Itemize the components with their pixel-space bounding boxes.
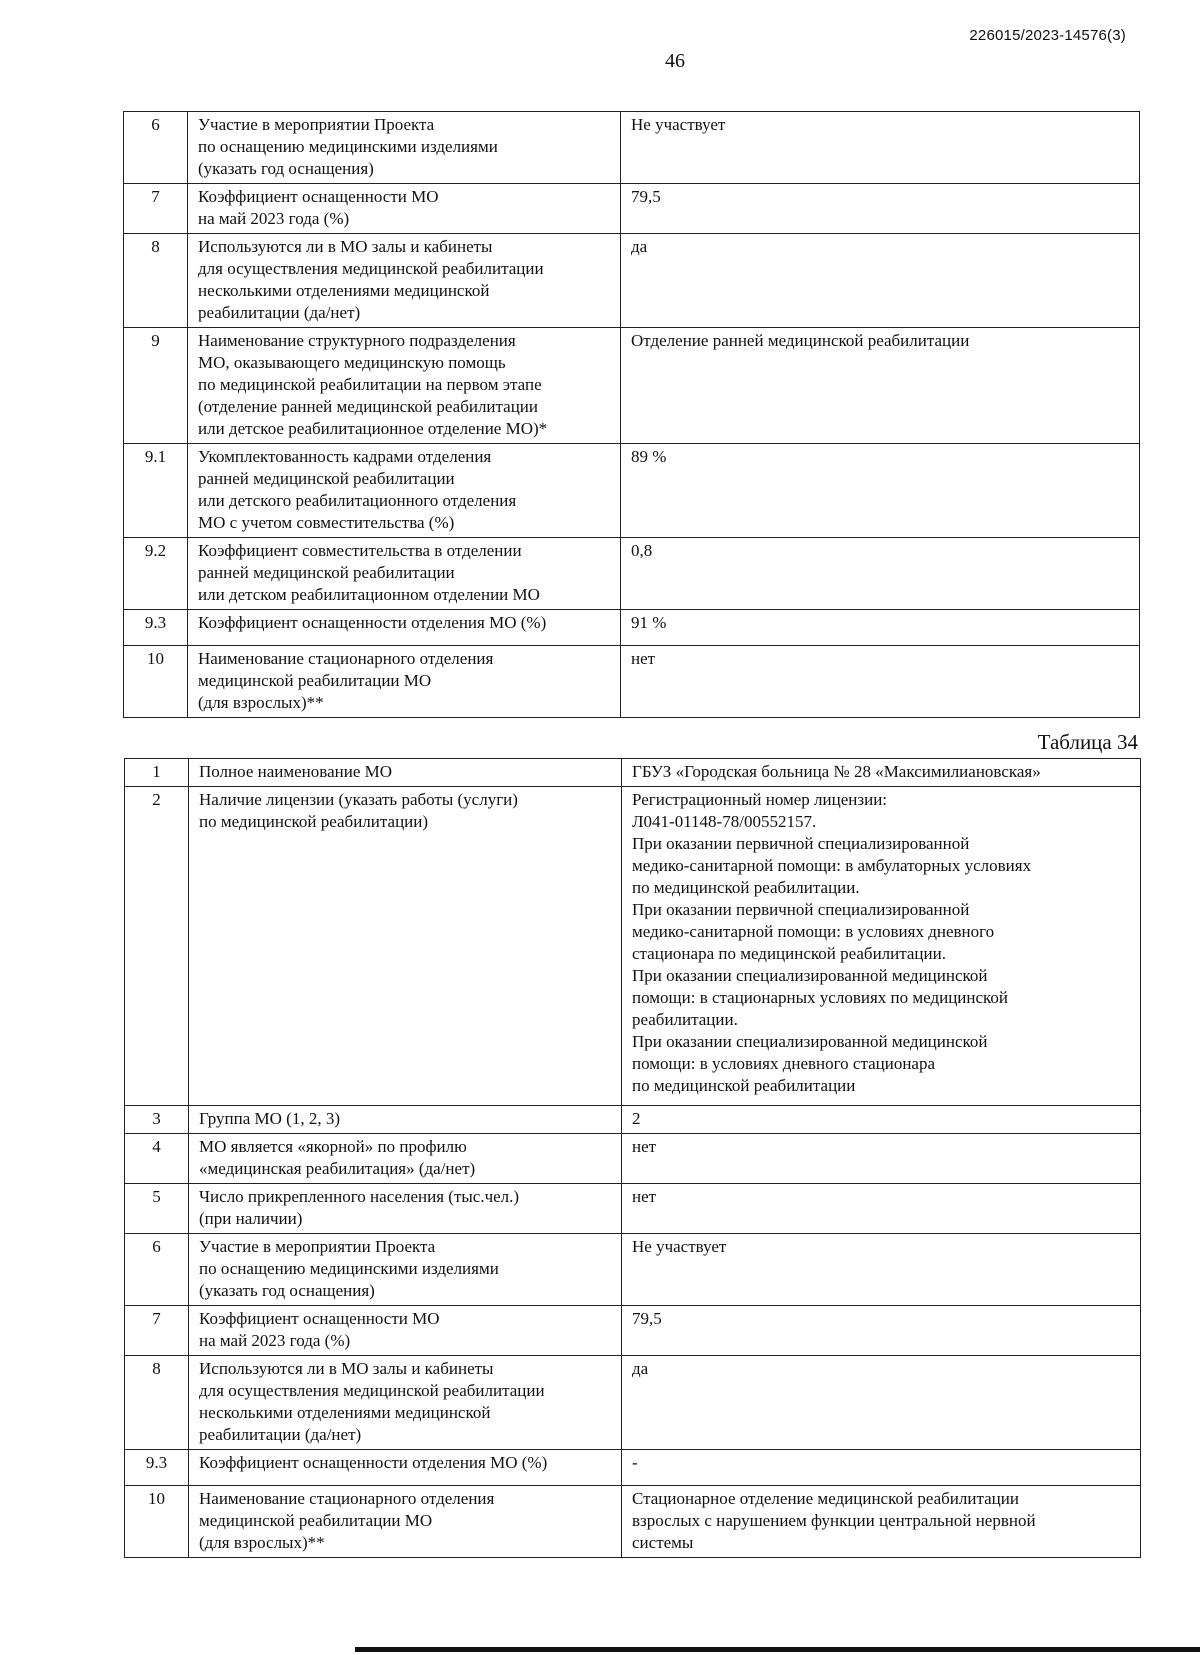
row-value: Регистрационный номер лицензии: Л041-01148-78/00552157. При оказании первичной специализированной медико-санитарной помощи: в амбулаторных условиях по медицинской реабилитации. При оказании первичной специализированной медико-санитарной помощи: в условиях дневного стационара по медицинской реабилитации. При оказании специализированной медицинской помощи: в стационарных условиях по медицинской реабилитации. При оказании специализированной медицинской помощи: в условиях дневного стационара по медицинской реабилитации <box>622 787 1141 1106</box>
row-value: да <box>621 234 1140 328</box>
row-number: 9 <box>124 328 188 444</box>
table-row <box>125 1306 1141 1356</box>
row-label: Полное наименование МО <box>189 759 622 787</box>
table-row <box>125 1184 1141 1234</box>
table-row <box>125 1486 1141 1558</box>
table-row <box>124 646 1140 718</box>
row-number: 5 <box>125 1184 189 1234</box>
row-number: 6 <box>124 112 188 184</box>
table-row <box>124 112 1140 184</box>
row-value: Не участвует <box>622 1234 1141 1306</box>
row-value: Не участвует <box>621 112 1140 184</box>
row-label: Группа МО (1, 2, 3) <box>189 1106 622 1134</box>
continued-table <box>123 111 1140 718</box>
row-number: 3 <box>125 1106 189 1134</box>
row-label: Участие в мероприятии Проекта по оснащению медицинскими изделиями (указать год оснащения) <box>189 1234 622 1306</box>
table-row <box>124 538 1140 610</box>
row-number: 9.3 <box>124 610 188 646</box>
row-number: 9.1 <box>124 444 188 538</box>
table-row <box>124 444 1140 538</box>
table-row <box>124 184 1140 234</box>
row-value: Стационарное отделение медицинской реабилитации взрослых с нарушением функции центральной нервной системы <box>622 1486 1141 1558</box>
table-row <box>125 1134 1141 1184</box>
row-number: 7 <box>125 1306 189 1356</box>
row-label: Коэффициент оснащенности МО на май 2023 года (%) <box>188 184 621 234</box>
row-number: 10 <box>124 646 188 718</box>
row-label: Используются ли в МО залы и кабинеты для осуществления медицинской реабилитации несколькими отделениями медицинской реабилитации (да/нет) <box>189 1356 622 1450</box>
row-number: 9.2 <box>124 538 188 610</box>
row-label: Число прикрепленного населения (тыс.чел.) (при наличии) <box>189 1184 622 1234</box>
row-value: ГБУЗ «Городская больница № 28 «Максимилиановская» <box>622 759 1141 787</box>
row-label: Укомплектованность кадрами отделения ранней медицинской реабилитации или детского реабилитационного отделения МО с учетом совместительства (%) <box>188 444 621 538</box>
table-row <box>124 234 1140 328</box>
row-number: 6 <box>125 1234 189 1306</box>
row-label: Наименование стационарного отделения медицинской реабилитации МО (для взрослых)** <box>189 1486 622 1558</box>
row-value: 89 % <box>621 444 1140 538</box>
row-label: МО является «якорной» по профилю «медицинская реабилитация» (да/нет) <box>189 1134 622 1184</box>
row-label: Коэффициент оснащенности отделения МО (%) <box>188 610 621 646</box>
row-value: 2 <box>622 1106 1141 1134</box>
row-number: 4 <box>125 1134 189 1184</box>
table-row <box>125 1356 1141 1450</box>
row-value: 91 % <box>621 610 1140 646</box>
row-number: 8 <box>125 1356 189 1450</box>
table-row <box>125 1450 1141 1486</box>
table-row <box>124 610 1140 646</box>
row-value: Отделение ранней медицинской реабилитации <box>621 328 1140 444</box>
table-row <box>125 1106 1141 1134</box>
row-label: Коэффициент оснащенности МО на май 2023 года (%) <box>189 1306 622 1356</box>
row-label: Наличие лицензии (указать работы (услуги) по медицинской реабилитации) <box>189 787 622 1106</box>
table-caption: Таблица 34 <box>1037 730 1138 754</box>
row-number: 9.3 <box>125 1450 189 1486</box>
row-value: нет <box>622 1184 1141 1234</box>
row-number: 10 <box>125 1486 189 1558</box>
row-label: Наименование стационарного отделения медицинской реабилитации МО (для взрослых)** <box>188 646 621 718</box>
row-value: нет <box>622 1134 1141 1184</box>
table-34 <box>124 758 1141 1558</box>
scan-bottom-edge <box>355 1647 1200 1652</box>
row-label: Наименование структурного подразделения МО, оказывающего медицинскую помощь по медицинской реабилитации на первом этапе (отделение ранней медицинской реабилитации или детское реабилитационное отделение МО)* <box>188 328 621 444</box>
row-value: 0,8 <box>621 538 1140 610</box>
row-number: 2 <box>125 787 189 1106</box>
table-row <box>125 1234 1141 1306</box>
row-number: 7 <box>124 184 188 234</box>
row-value: 79,5 <box>621 184 1140 234</box>
row-label: Коэффициент оснащенности отделения МО (%) <box>189 1450 622 1486</box>
document-registration-number: 226015/2023-14576(3) <box>969 27 1126 44</box>
table-row <box>125 787 1141 1106</box>
row-label: Используются ли в МО залы и кабинеты для осуществления медицинской реабилитации несколькими отделениями медицинской реабилитации (да/нет) <box>188 234 621 328</box>
row-label: Участие в мероприятии Проекта по оснащению медицинскими изделиями (указать год оснащения) <box>188 112 621 184</box>
table-row <box>125 759 1141 787</box>
row-value: - <box>622 1450 1141 1486</box>
row-value: 79,5 <box>622 1306 1141 1356</box>
page-number: 46 <box>665 50 685 72</box>
row-label: Коэффициент совместительства в отделении ранней медицинской реабилитации или детском реабилитационном отделении МО <box>188 538 621 610</box>
table-row <box>124 328 1140 444</box>
row-value: нет <box>621 646 1140 718</box>
row-number: 1 <box>125 759 189 787</box>
row-value: да <box>622 1356 1141 1450</box>
row-number: 8 <box>124 234 188 328</box>
